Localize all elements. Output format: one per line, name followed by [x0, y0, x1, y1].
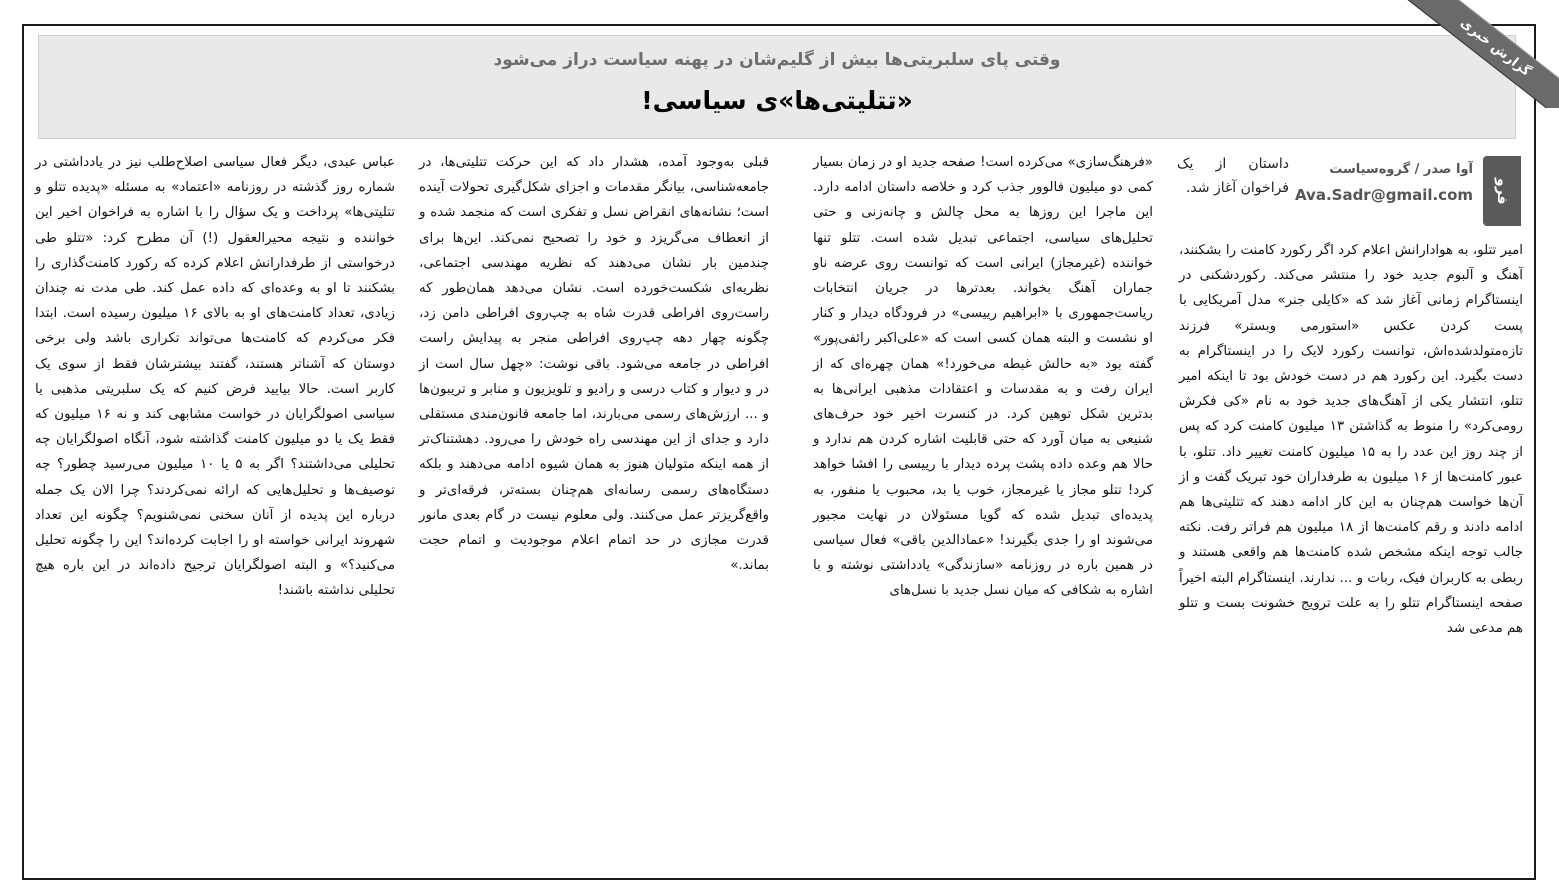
column-2	[813, 150, 1153, 604]
article-kicker: وقتی پای سلبریتی‌ها بیش از گلیم‌شان در پهنه سیاست دراز می‌شود	[493, 50, 1061, 70]
ribbon-label: گزارش خبری	[1401, 0, 1559, 108]
column-4-text: عباس عبدی، دیگر فعال سیاسی اصلاح‌طلب نیز در یادداشتی در شماره روز گذشته در روزنامه «اعتماد» به مسئله «پدیده تتلو و تتلیتی‌ها» پرداخت و یک سؤال را با اشاره به فراخوان اخیر این خواننده و نتیجه محیرالعقول (!) آن مطرح کرد: «تتلو طی درخواستی از طرفدارانش اعلام کرده که رکورد کامنت‌گذاری را بشکنند تا او به وعده‌ای که داده عمل کند. طی مدت نه چندان زیادی، تعداد کامنت‌های او به بالای ۱۶ میلیون رسیده است. ابتدا فکر می‌کردم که کامنت‌ها می‌تواند تکراری باشد ولی برخی دوستان که آشناتر هستند، گفتند بیشترشان فقط از سوی یک کاربر است. حالا بیایید فرض کنیم که یک سلبریتی مذهبی یا سیاسی اصولگرایان در خواست مشابهی کند و نه ۱۶ میلیون که فقط یک یا دو میلیون کامنت گذاشته شود، آنگاه اصولگرایان چه تحلیلی می‌داشتند؟ اگر به ۵ یا ۱۰ میلیون می‌رسید چطور؟ چه توصیف‌ها و تحلیل‌هایی که ارائه نمی‌کردند؟ چرا الان یک جمله درباره این پدیده از آنان سخنی نمی‌شنویم؟ چگونه این تعداد شهروند ایرانی خواسته او را اجابت کرده‌اند؟ این را چگونه تحلیل می‌کنید؟» و البته اصولگرایان ترجیح داده‌اند در این باره هیچ تحلیلی نداشته باشند!	[35, 155, 395, 599]
section-ribbon	[1401, 0, 1559, 108]
headline-box	[38, 35, 1516, 139]
column-3-text: قبلی به‌وجود آمده، هشدار داد که این حرکت تتلیتی‌ها، در جامعه‌شناسی، بیانگر مقدمات و اجزای شکل‌گیری تحولات آینده است؛ نشانه‌های انقراض نسل و تفکری است که منجمد شده و از انعطاف می‌گریزد و خود را تصحیح نمی‌کند. این‌ها برای چندمین بار نشان می‌دهند که نظریه مهندسی اجتماعی، نظریه‌ای شکست‌خورده است. نشان می‌دهد همان‌طور که راست‌روی افراطی قدرت شاه به چپ‌روی افراطی دامن زد، چگونه چهار دهه چپ‌روی افراطی منجر به پیدایش راست افراطی در جامعه می‌شود. باقی نوشت: «چهل سال است از در و دیوار و کتاب درسی و رادیو و تلویزیون و منابر و تریبون‌ها و ... ارزش‌های رسمی می‌بارند، اما جامعه قانون‌مندی مستقلی دارد و جدای از این مهندسی راه خودش را می‌رود. دهشتناک‌تر از همه اینکه متولیان هنوز به همان شیوه ادامه می‌دهند و بلکه دستگاه‌های رسمی رسانه‌ای هم‌چنان بسته‌تر، فرقه‌ای‌تر و واقع‌گریزتر عمل می‌کنند. ولی معلوم نیست در گام بعدی مانور قدرت مجازی در حد اتمام اعلام موجودیت و اتمام حجت بماند.»	[419, 155, 769, 574]
byline	[1177, 148, 1521, 233]
column-1	[1179, 238, 1523, 641]
column-4	[35, 150, 395, 604]
intro-text: داستان از یک فراخوان آغاز شد.	[1177, 156, 1289, 196]
author-name: آوا صدر / گروه‌سیاست	[1329, 162, 1473, 177]
column-2-text: «فرهنگ‌سازی» می‌کرده است! صفحه جدید او در زمان بسیار کمی دو میلیون فالوور جذب کرد و خلاصه داستان ادامه دارد. این ماجرا این روزها به محل چالش و چانه‌زنی و حتی تحلیل‌های سیاسی، اجتماعی تبدیل شده است. تتلو تنها خواننده (غیرمجاز) ایرانی است که توانست روی عرضه ناو جماران آهنگ بخواند. بعدترها در جریان انتخابات ریاست‌جمهوری با «ابراهیم رییسی» در فرودگاه دیدار و کنار او نشست و البته همان کسی است که «علی‌اکبر رائفی‌پور» گفته بود «به حالش غبطه می‌خورد!» همان چهره‌ای که از ایران رفت و به مقدسات و اعتقادات مذهبی ایرانی‌ها به بدترین شکل توهین کرد. در کنسرت اخیر خود حرف‌های شنیعی به میان آورد که حتی قابلیت اشاره کردن هم ندارد و حالا هم وعده داده پشت پرده دیدار با رییسی را افشا خواهد کرد! تتلو مجاز یا غیرمجاز، خوب یا بد، محبوب یا منفور، به پدیده‌ای تبدیل شده که گویا مسئولان در نهایت مجبور می‌شوند او را جدی بگیرند! «عمادالدین باقی» فعال سیاسی در همین باره در روزنامه «سازندگی» یادداشتی نوشته و با اشاره به شکافی که میان نسل جدید با نسل‌های	[813, 155, 1153, 599]
column-1-text: امیر تتلو، به هوادارانش اعلام کرد اگر رکورد کامنت را بشکنند، آهنگ و آلبوم جدید خود را منتشر می‌کند. رکوردشکنی در اینستاگرام زمانی آغاز شد که «کایلی جنر» مدل آمریکایی با پست کردن عکس «استورمی وبستر» فرزند تازه‌متولدشده‌اش، توانست رکورد لایک را در اینستاگرام به دست بگیرد. این رکورد هم در دست خودش بود تا اینکه امیر تتلو، انتشار یکی از آهنگ‌های جدید خود به نام «کی فکرش رومی‌کرد» را منوط به گذاشتن ۱۳ میلیون کامنت کرد که پس از چند روز این عدد را به ۱۵ میلیون کامنت تغییر داد. تتلو، با عبور کامنت‌ها از ۱۶ میلیون به طرفداران خود تبریک گفت و از آن‌ها خواست هم‌چنان به این کار ادامه دهند که تتلیتی‌ها هم ادامه دادند و رقم کامنت‌ها از ۱۸ میلیون هم فراتر رفت. نکته جالب توجه اینکه مشخص شده کامنت‌ها هم واقعی هستند و ربطی به کاربران فیک، ربات و ... ندارند. اینستاگرام البته اخیراً صفحه اینستاگرام تتلو را به علت ترویج خشونت بست و تتلو هم مدعی شد	[1179, 243, 1523, 637]
publication-logo-icon: فرو	[1483, 156, 1521, 226]
author-email: Ava.Sadr@gmail.com	[1294, 186, 1473, 204]
article-title: «تتلیتی‌ها»ی سیاسی!	[641, 86, 913, 115]
column-3	[419, 150, 769, 578]
